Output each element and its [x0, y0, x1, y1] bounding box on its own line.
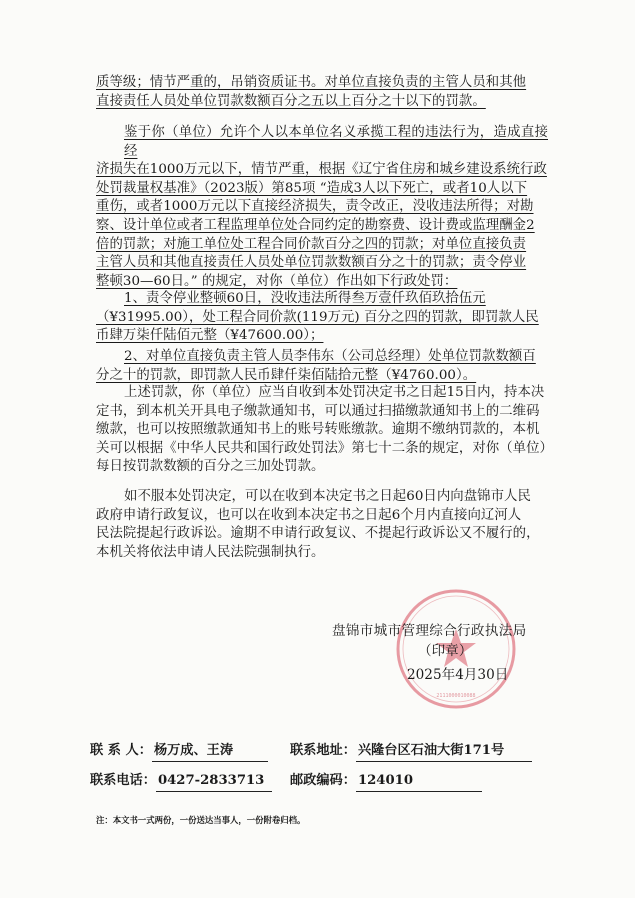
contact-person-row: 联 系 人： 杨万成、王涛: [90, 742, 268, 762]
contact-phone-value: 0427-2833713: [156, 772, 272, 792]
contact-postcode-row: 邮政编码： 124010: [290, 772, 482, 792]
contact-person-value: 杨万成、王涛: [152, 742, 268, 762]
paragraph-basis: 鉴于你（单位）允许个人以本单位名义承揽工程的违法行为，造成直接经 济损失在1000万元以下，情节严重，根据《辽宁省住房和城乡建设系统行政 处罚裁量权基准》（2023版）第85项 “造成3人以下死亡，或者10人以下 重伤，或者1000万元以下直接经济损失，责令改正，没收违法所得；对勘 察、设计单位或者工程监理单位处合同约定的勘察费、设计费或监理酬金2 倍的罚款；对施工单位处工程合同价款百分之四的罚款；对单位直接负责 主管人员和其他直接责任人员处单位罚款数额百分之十的罚款；责令停业 整顿30—60日。” 的规定，对你（单位）作出如下行政处罚：: [96, 125, 548, 289]
penalty-item-1: 1、责令停业整顿60日，没收违法所得叁万壹仟玖佰玖拾伍元 （¥31995.00），处工程合同价款(119万元) 百分之四的罚款，即罚款人民 币肆万柒仟陆佰元整（¥47600.00）；: [96, 291, 539, 344]
contact-postcode-value: 124010: [356, 772, 482, 792]
footnote: 注：本文书一式两份，一份送达当事人，一份附卷归档。: [96, 815, 306, 825]
paragraph-appeal: 如不服本处罚决定，可以在收到本决定书之日起60日内向盘锦市人民 政府申请行政复议，也可以在收到本决定书之日起6个月内直接向辽河人 民法院提起行政诉讼。逾期不申请行政复议、不提起行政诉讼又不履行的， 本机关将依法申请人民法院强制执行。: [96, 489, 540, 560]
paragraph-continuation: 质等级；情节严重的，吊销资质证书。对单位直接负责的主管人员和其他 直接责任人员处单位罚款数额百分之五以上百分之十以下的罚款。: [96, 75, 527, 109]
contact-phone-row: 联系电话： 0427-2833713: [90, 772, 272, 792]
svg-text:2111000010088: 2111000010088: [436, 693, 476, 699]
contact-address-value: 兴隆台区石油大街171号: [356, 742, 532, 762]
issue-date: 2025年4月30日: [407, 667, 509, 683]
contact-address-row: 联系地址： 兴隆台区石油大街171号: [290, 742, 532, 762]
issuing-authority: 盘锦市城市管理综合行政执法局: [332, 623, 527, 639]
penalty-item-2: 2、对单位直接负责主管人员李伟东（公司总经理）处单位罚款数额百 分之十的罚款，即罚款人民币肆仟柒佰陆拾元整（¥4760.00）。: [96, 349, 536, 383]
seal-label: （印章）: [418, 643, 473, 659]
paragraph-payment: 上述罚款，你（单位）应当自收到本处罚决定书之日起15日内，持本决 定书，到本机关开具电子缴款通知书，可以通过扫描缴款通知书上的二维码 缴款，也可以按照缴款通知书上的账号转账缴款。逾期不缴纳罚款的，本机 关可以根据《中华人民共和国行政处罚法》第七十二条的规定，对你（单位） 每日按罚款数额的百分之三加处罚款。: [96, 385, 553, 475]
